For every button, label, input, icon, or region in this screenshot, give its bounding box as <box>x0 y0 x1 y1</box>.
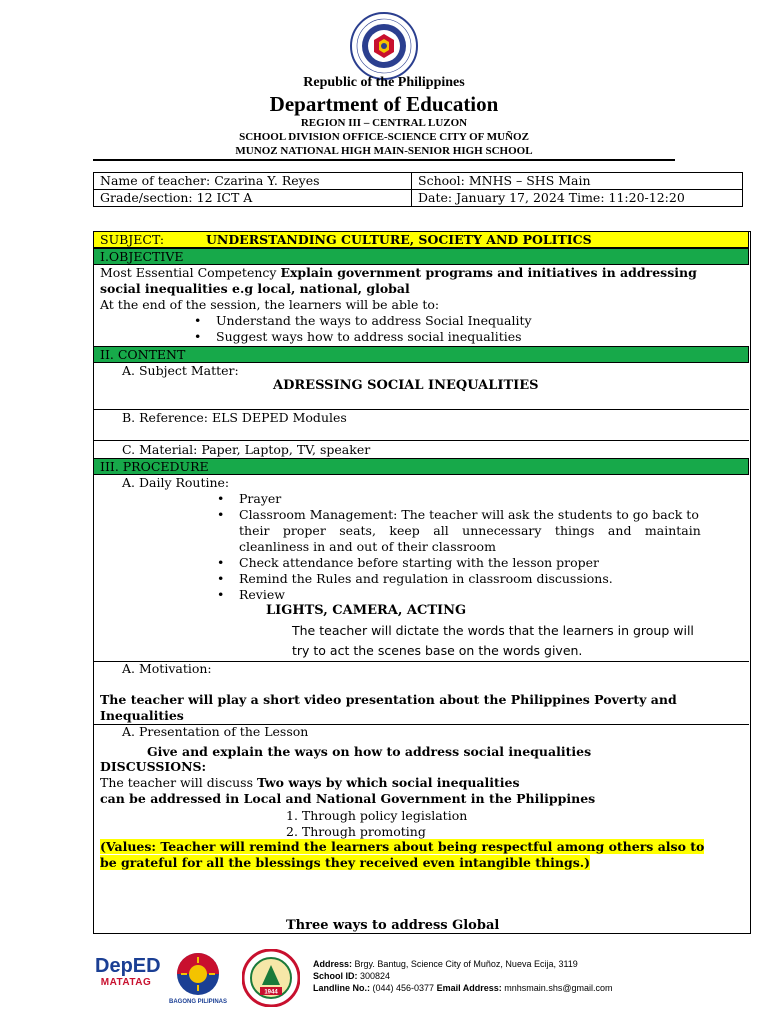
way-item: 1. Through policy legislation <box>286 808 468 823</box>
email-value[interactable]: mnhsmain.shs@gmail.com <box>504 983 613 993</box>
teacher-info-table <box>93 172 743 207</box>
objective-item: • Understand the ways to address Social Inequality <box>216 313 532 329</box>
way-item: 2. Through promoting <box>286 824 426 839</box>
routine-rules: • Remind the Rules and regulation in classroom discussions. <box>239 571 613 587</box>
review-desc-2: try to act the scenes base on the words given. <box>292 643 583 658</box>
routine-review: • Review <box>239 587 285 603</box>
school-seal-logo <box>242 949 300 1007</box>
school-id-value: 300824 <box>360 971 391 981</box>
discussions-label: DISCUSSIONS: <box>100 759 207 774</box>
session-intro: At the end of the session, the learners will be able to: <box>100 297 440 312</box>
discuss-line-1 <box>100 775 520 791</box>
mec-bold-1: Explain government programs and initiatives in addressing <box>280 265 697 280</box>
review-desc-1: The teacher will dictate the words that the learners in group will <box>292 623 694 638</box>
school-name: School: MNHS – SHS Main <box>412 173 743 190</box>
reference: B. Reference: ELS DEPED Modules <box>122 410 347 425</box>
footer-address <box>313 958 578 970</box>
deped-seal-logo <box>350 12 418 80</box>
matatag-logo-text: MATATAG <box>100 977 152 988</box>
bagong-pilipinas-logo <box>172 951 224 997</box>
header-department: Department of Education <box>269 92 499 116</box>
address-value: Brgy. Bantug, Science City of Muñoz, Nueva Ecija, 3119 <box>354 959 578 969</box>
motivation-line-2: Inequalities <box>100 708 184 723</box>
presentation-label: A. Presentation of the Lesson <box>122 724 309 739</box>
routine-classroom-3: cleanliness in and out of their classroom <box>239 539 496 554</box>
values-line-2 <box>100 855 590 871</box>
presentation-line: Give and explain the ways on how to address social inequalities <box>147 744 592 759</box>
global-heading: Three ways to address Global <box>286 918 500 933</box>
subject-label: SUBJECT: <box>100 232 165 247</box>
routine-classroom-2: their proper seats, keep all unnecessary things and maintain <box>239 523 701 538</box>
date-time: Date: January 17, 2024 Time: 11:20-12:20 <box>412 190 743 207</box>
subject-matter-label: A. Subject Matter: <box>122 363 239 378</box>
school-id-label: School ID: <box>313 971 358 981</box>
discuss-prefix: The teacher will discuss <box>100 775 257 790</box>
values-text-1: (Values: Teacher will remind the learners about being respectful among others also to <box>100 839 705 854</box>
footer-school-id <box>313 970 390 982</box>
mec-line-1 <box>100 265 697 281</box>
footer-contact <box>313 982 612 994</box>
teacher-name: Name of teacher: Czarina Y. Reyes <box>94 173 412 190</box>
mec-prefix: Most Essential Competency <box>100 265 281 280</box>
deped-logo-text: DepED <box>95 955 161 977</box>
deped-matatag-logo <box>95 955 161 1003</box>
header-school: MUNOZ NATIONAL HIGH MAIN-SENIOR HIGH SCHOOL <box>235 145 533 157</box>
landline-value: (044) 456-0377 <box>372 983 435 993</box>
review-title: LIGHTS, CAMERA, ACTING <box>266 603 467 618</box>
mec-line-2: social inequalities e.g local, national, global <box>100 281 410 296</box>
footer <box>0 945 768 1024</box>
objective-item: • Suggest ways how to address social inequalities <box>216 329 522 345</box>
discuss-line-2: can be addressed in Local and National Government in the Philippines <box>100 791 596 806</box>
bagong-pilipinas-label: BAGONG PILIPINAS <box>168 999 227 1005</box>
routine-prayer: • Prayer <box>239 491 281 507</box>
material: C. Material: Paper, Laptop, TV, speaker <box>122 442 371 457</box>
header-republic: Republic of the Philippines <box>303 75 465 90</box>
subject-value: UNDERSTANDING CULTURE, SOCIETY AND POLITICS <box>206 232 592 247</box>
procedure-heading: III. PROCEDURE <box>93 458 749 475</box>
address-label: Address: <box>313 959 353 969</box>
email-label: Email Address: <box>436 983 502 993</box>
motivation-label: A. Motivation: <box>122 661 212 676</box>
header-division: SCHOOL DIVISION OFFICE-SCIENCE CITY OF MUÑOZ <box>239 131 529 143</box>
objective-heading: I.OBJECTIVE <box>93 248 749 265</box>
values-text-2: be grateful for all the blessings they received even intangible things.) <box>100 855 591 870</box>
row-divider <box>93 440 749 441</box>
grade-section: Grade/section: 12 ICT A <box>94 190 412 207</box>
routine-attendance: • Check attendance before starting with the lesson proper <box>239 555 599 571</box>
subject-matter-title: ADRESSING SOCIAL INEQUALITIES <box>273 378 539 393</box>
subject-bar <box>93 231 749 248</box>
school-seal-year: 1944 <box>264 989 278 996</box>
landline-label: Landline No.: <box>313 983 370 993</box>
values-line-1 <box>100 839 704 855</box>
content-heading: II. CONTENT <box>93 346 749 363</box>
motivation-line-1: The teacher will play a short video presentation about the Philippines Poverty and <box>100 692 677 707</box>
daily-routine-label: A. Daily Routine: <box>122 475 230 490</box>
routine-classroom-1: • Classroom Management: The teacher will ask the students to go back to <box>239 507 699 523</box>
discuss-bold: Two ways by which social inequalities <box>256 775 520 790</box>
header-divider <box>93 159 675 161</box>
header-region: REGION III – CENTRAL LUZON <box>300 117 468 129</box>
